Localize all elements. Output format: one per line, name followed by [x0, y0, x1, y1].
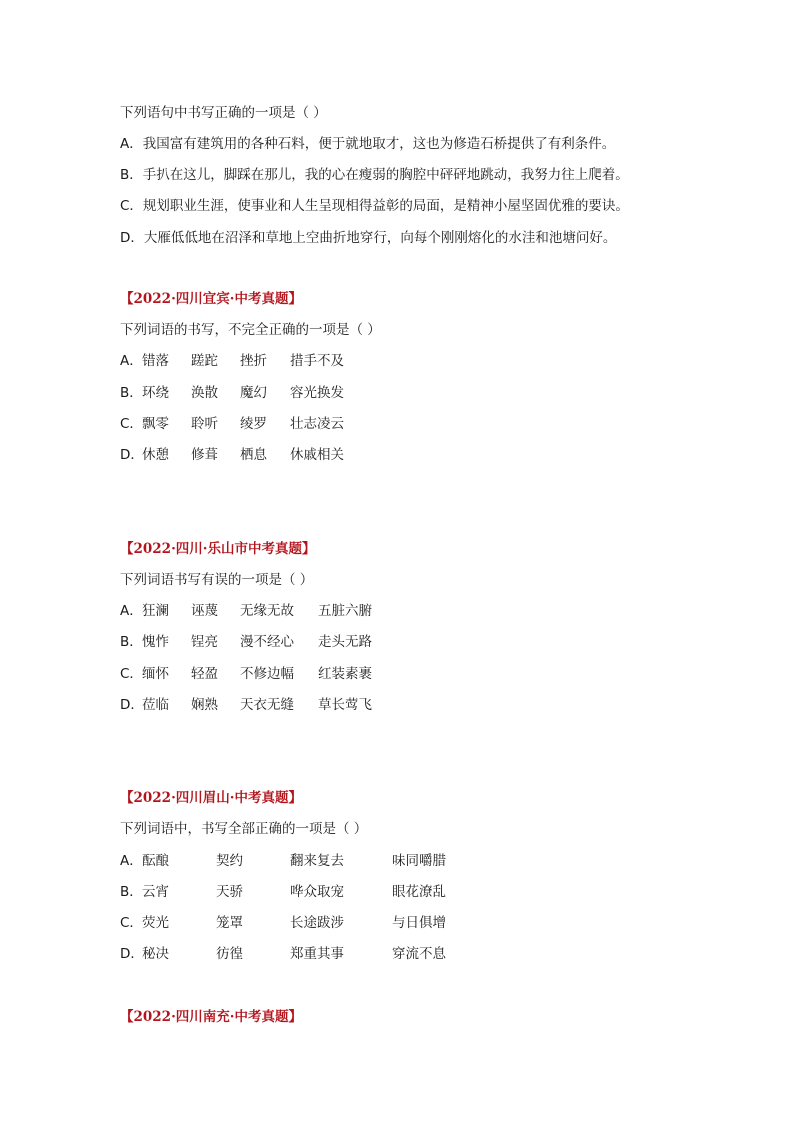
word: 草长莺飞 [318, 697, 372, 713]
option-letter: B． [120, 385, 143, 401]
word: 彷徨 [216, 946, 243, 962]
word: 契约 [216, 853, 243, 869]
option-letter: B． [120, 884, 143, 900]
word: 云宵 [142, 884, 169, 900]
option-letter: A． [120, 853, 143, 869]
word: 天骄 [216, 884, 243, 900]
word: 荧光 [142, 915, 169, 931]
word: 轻盈 [191, 666, 218, 682]
option-d: D．大雁低低地在沼泽和草地上空曲折地穿行，向每个刚刚熔化的水洼和池塘问好。 [120, 230, 617, 246]
word: 漫不经心 [240, 634, 294, 650]
word: 哗众取宠 [290, 884, 344, 900]
word: 壮志凌云 [290, 416, 344, 432]
option-letter: D． [120, 697, 144, 713]
word: 酝酿 [142, 853, 169, 869]
word: 栖息 [240, 447, 267, 463]
word: 聆听 [191, 416, 218, 432]
word: 休憩 [142, 447, 169, 463]
word: 蹉跎 [191, 353, 218, 369]
option-c: C．规划职业生涯，使事业和人生呈现相得益彰的局面，是精神小屋坚固优雅的要诀。 [120, 198, 629, 214]
option-letter: C． [120, 416, 143, 432]
word: 飘零 [142, 416, 169, 432]
word: 五脏六腑 [318, 603, 372, 619]
word: 愧怍 [142, 634, 169, 650]
word: 笼罩 [216, 915, 243, 931]
option-letter: A． [120, 603, 143, 619]
option-letter: D． [120, 946, 144, 962]
word: 诬蔑 [191, 603, 218, 619]
word: 容光换发 [290, 385, 344, 401]
word: 天衣无缝 [240, 697, 294, 713]
word: 涣散 [191, 385, 218, 401]
word: 锃亮 [191, 634, 218, 650]
option-letter: A． [120, 353, 143, 369]
word: 狂澜 [142, 603, 169, 619]
question-stem: 下列词语的书写，不完全正确的一项是（ ） [120, 322, 381, 338]
question-stem: 下列词语中，书写全部正确的一项是（ ） [120, 821, 368, 837]
question-source: 【2022·四川·乐山市中考真题】 [120, 541, 316, 557]
word: 翻来复去 [290, 853, 344, 869]
word: 不修边幅 [240, 666, 294, 682]
word: 魔幻 [240, 385, 267, 401]
word: 红装素裹 [318, 666, 372, 682]
word: 长途跋涉 [290, 915, 344, 931]
option-letter: C． [120, 915, 143, 931]
question-stem: 下列词语书写有误的一项是（ ） [120, 572, 314, 588]
word: 错落 [142, 353, 169, 369]
word: 措手不及 [290, 353, 344, 369]
word: 无缘无故 [240, 603, 294, 619]
option-letter: D． [120, 447, 144, 463]
word: 绫罗 [240, 416, 267, 432]
word: 环绕 [142, 385, 169, 401]
question-source: 【2022·四川眉山·中考真题】 [120, 790, 302, 806]
word: 缅怀 [142, 666, 169, 682]
option-letter: B． [120, 634, 143, 650]
option-b: B．手扒在这儿，脚踩在那儿，我的心在瘦弱的胸腔中砰砰地跳动，我努力往上爬着。 [120, 167, 629, 183]
word: 莅临 [142, 697, 169, 713]
option-letter: C． [120, 666, 143, 682]
word: 走头无路 [318, 634, 372, 650]
question-source: 【2022·四川宜宾·中考真题】 [120, 291, 302, 307]
word: 与日俱增 [392, 915, 446, 931]
word: 娴熟 [191, 697, 218, 713]
word: 郑重其事 [290, 946, 344, 962]
question-stem: 下列语句中书写正确的一项是（ ） [120, 105, 327, 121]
word: 秘决 [142, 946, 169, 962]
word: 眼花潦乱 [392, 884, 446, 900]
word: 穿流不息 [392, 946, 446, 962]
word: 休戚相关 [290, 447, 344, 463]
word: 味同嚼腊 [392, 853, 446, 869]
word: 挫折 [240, 353, 267, 369]
word: 修葺 [191, 447, 218, 463]
question-source: 【2022·四川南充·中考真题】 [120, 1009, 302, 1025]
option-a: A．我国富有建筑用的各种石料，便于就地取才，这也为修造石桥提供了有利条件。 [120, 136, 616, 152]
